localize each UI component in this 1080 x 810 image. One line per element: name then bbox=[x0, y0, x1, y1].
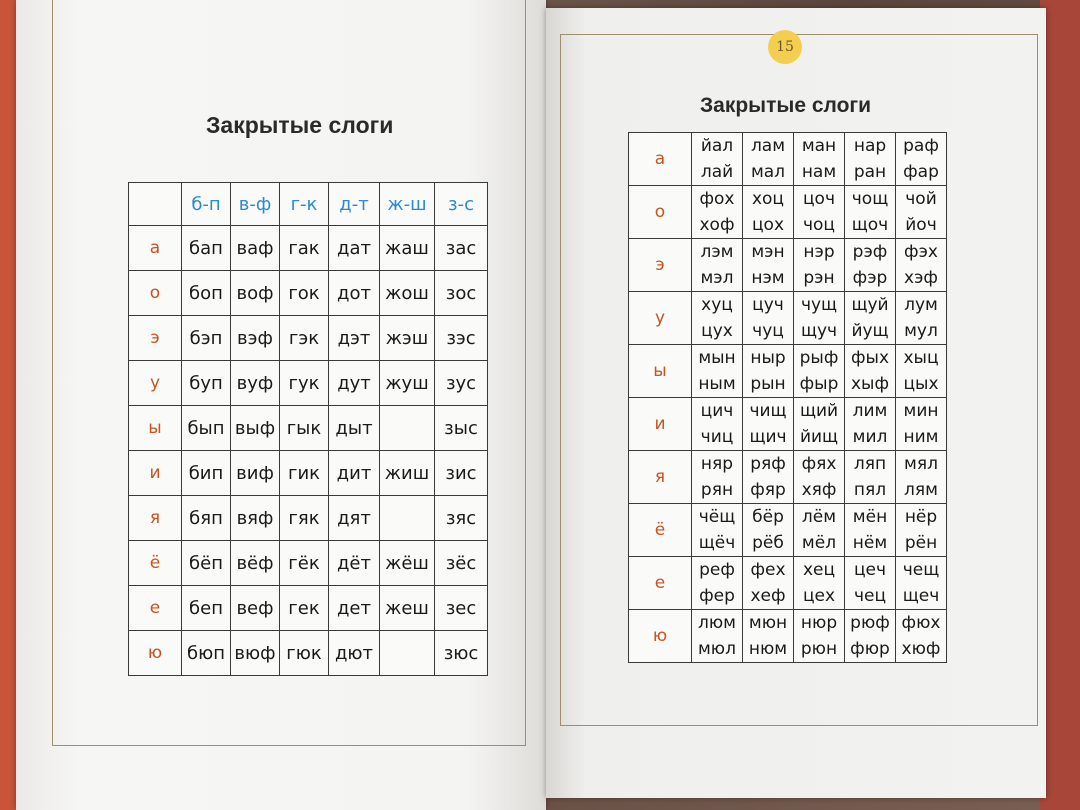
syllable-pair-cell bbox=[692, 239, 743, 292]
syllable: мал bbox=[750, 162, 786, 182]
syllable: йоч bbox=[905, 215, 937, 235]
syllable-pair-cell bbox=[896, 504, 947, 557]
vowel-cell: ё bbox=[129, 541, 182, 586]
syllable-cell: гак bbox=[280, 226, 329, 271]
vowel-cell: и bbox=[629, 398, 692, 451]
syllable-pair-cell bbox=[845, 239, 896, 292]
syllable: фяр bbox=[750, 480, 786, 500]
syllable: щоч bbox=[851, 215, 889, 235]
syllable: рэф bbox=[852, 242, 888, 262]
table-row bbox=[629, 133, 947, 186]
syllable-cell: дют bbox=[329, 631, 380, 676]
syllable: чоц bbox=[802, 215, 836, 235]
syllable-table-consonant-pairs bbox=[128, 182, 488, 676]
syllable: чец bbox=[853, 586, 887, 606]
syllable-cell: дит bbox=[329, 451, 380, 496]
syllable: няр bbox=[700, 454, 734, 474]
syllable: рыф bbox=[799, 348, 839, 368]
syllable: хоф bbox=[699, 215, 735, 235]
syllable-pair-cell bbox=[794, 610, 845, 663]
syllable: раф bbox=[903, 136, 939, 156]
syllable-pair-cell bbox=[692, 504, 743, 557]
syllable: чёщ bbox=[698, 507, 736, 527]
syllable-cell: дут bbox=[329, 361, 380, 406]
vowel-cell: я bbox=[629, 451, 692, 504]
syllable-cell: гик bbox=[280, 451, 329, 496]
syllable-pair-cell bbox=[692, 345, 743, 398]
syllable-pair-cell bbox=[794, 398, 845, 451]
syllable-cell: дет bbox=[329, 586, 380, 631]
syllable-cell: гык bbox=[280, 406, 329, 451]
syllable: ман bbox=[801, 136, 837, 156]
syllable-cell: дёт bbox=[329, 541, 380, 586]
syllable: ныр bbox=[750, 348, 786, 368]
syllable: цых bbox=[903, 374, 939, 394]
book-cover-right bbox=[1040, 0, 1080, 810]
right-page bbox=[546, 8, 1046, 798]
vowel-cell: ё bbox=[629, 504, 692, 557]
syllable: лям bbox=[904, 480, 938, 500]
syllable-cell: дат bbox=[329, 226, 380, 271]
syllable: лим bbox=[852, 401, 888, 421]
syllable: ним bbox=[903, 427, 939, 447]
syllable-pair-cell bbox=[896, 345, 947, 398]
syllable-pair-cell bbox=[743, 610, 794, 663]
syllable: чещ bbox=[902, 560, 940, 580]
syllable: рён bbox=[904, 533, 938, 553]
syllable-cell: жаш bbox=[380, 226, 435, 271]
syllable-cell: дыт bbox=[329, 406, 380, 451]
consonant-pair-header: г-к bbox=[280, 183, 329, 226]
syllable-pair-cell bbox=[692, 610, 743, 663]
left-page bbox=[16, 0, 546, 810]
syllable: лай bbox=[700, 162, 734, 182]
syllable: нэм bbox=[751, 268, 785, 288]
syllable: щёч bbox=[698, 533, 736, 553]
syllable: фох bbox=[699, 189, 735, 209]
syllable-pair-cell bbox=[896, 398, 947, 451]
syllable: мёл bbox=[801, 533, 837, 553]
table-row bbox=[629, 557, 947, 610]
syllable-cell: зас bbox=[435, 226, 488, 271]
syllable-pair-cell bbox=[896, 557, 947, 610]
syllable-cell: зус bbox=[435, 361, 488, 406]
syllable: хяф bbox=[801, 480, 837, 500]
vowel-cell: я bbox=[129, 496, 182, 541]
syllable-cell: вёф bbox=[231, 541, 280, 586]
syllable-cell: жеш bbox=[380, 586, 435, 631]
syllable-cell: жиш bbox=[380, 451, 435, 496]
syllable: хеф bbox=[750, 586, 786, 606]
syllable: фех bbox=[750, 560, 786, 580]
syllable-cell: виф bbox=[231, 451, 280, 496]
syllable: мюл bbox=[697, 639, 736, 659]
table-row bbox=[629, 451, 947, 504]
table-row bbox=[629, 186, 947, 239]
syllable: нём bbox=[852, 533, 888, 553]
syllable: пял bbox=[853, 480, 887, 500]
vowel-cell: е bbox=[129, 586, 182, 631]
consonant-pair-header: з-с bbox=[435, 183, 488, 226]
syllable: щич bbox=[749, 427, 787, 447]
syllable: ным bbox=[698, 374, 736, 394]
table-row bbox=[629, 345, 947, 398]
syllable-pair-cell bbox=[794, 451, 845, 504]
syllable-pair-cell bbox=[896, 610, 947, 663]
syllable: нюм bbox=[748, 639, 788, 659]
syllable: йищ bbox=[799, 427, 839, 447]
vowel-cell: у bbox=[629, 292, 692, 345]
syllable-pair-cell bbox=[743, 292, 794, 345]
syllable: мин bbox=[903, 401, 939, 421]
table-row bbox=[129, 226, 488, 271]
syllable-pair-cell bbox=[692, 451, 743, 504]
vowel-cell: ю bbox=[129, 631, 182, 676]
syllable: цеч bbox=[853, 560, 887, 580]
syllable-cell: гек bbox=[280, 586, 329, 631]
syllable-pair-cell bbox=[794, 186, 845, 239]
table-row bbox=[129, 316, 488, 361]
syllable: лум bbox=[904, 295, 938, 315]
syllable-pair-cell bbox=[896, 239, 947, 292]
syllable: цох bbox=[751, 215, 785, 235]
vowel-cell: а bbox=[629, 133, 692, 186]
table-row bbox=[129, 271, 488, 316]
syllable-pair-cell bbox=[845, 504, 896, 557]
table-row bbox=[129, 631, 488, 676]
syllable-cell: вуф bbox=[231, 361, 280, 406]
syllable-cell: веф bbox=[231, 586, 280, 631]
syllable: бёр bbox=[752, 507, 784, 527]
syllable-cell: гэк bbox=[280, 316, 329, 361]
syllable: цич bbox=[700, 401, 734, 421]
syllable-cell: жэш bbox=[380, 316, 435, 361]
syllable: рэн bbox=[803, 268, 835, 288]
consonant-pair-header: д-т bbox=[329, 183, 380, 226]
syllable-pair-cell bbox=[794, 345, 845, 398]
syllable-pair-cell bbox=[794, 292, 845, 345]
syllable-cell: бюп bbox=[182, 631, 231, 676]
vowel-cell: у bbox=[129, 361, 182, 406]
syllable-cell: гюк bbox=[280, 631, 329, 676]
syllable-cell: зэс bbox=[435, 316, 488, 361]
syllable-pair-cell bbox=[794, 557, 845, 610]
syllable: реф bbox=[699, 560, 735, 580]
syllable-pair-cell bbox=[896, 133, 947, 186]
vowel-cell: ы bbox=[629, 345, 692, 398]
syllable-cell: дот bbox=[329, 271, 380, 316]
page-title: Закрытые слоги bbox=[206, 112, 394, 138]
syllable-cell: гяк bbox=[280, 496, 329, 541]
syllable-pair-cell bbox=[743, 345, 794, 398]
vowel-cell: ю bbox=[629, 610, 692, 663]
syllable: рёб bbox=[752, 533, 784, 553]
vowel-cell: е bbox=[629, 557, 692, 610]
syllable-cell: бап bbox=[182, 226, 231, 271]
page-number: 15 bbox=[768, 30, 802, 64]
table-row bbox=[129, 541, 488, 586]
syllable: цуч bbox=[752, 295, 784, 315]
syllable-pair-cell bbox=[743, 133, 794, 186]
syllable-cell: гёк bbox=[280, 541, 329, 586]
syllable-cell: бёп bbox=[182, 541, 231, 586]
syllable: ляп bbox=[853, 454, 887, 474]
syllable: ряф bbox=[750, 454, 786, 474]
syllable-cell: гок bbox=[280, 271, 329, 316]
syllable: чощ bbox=[851, 189, 889, 209]
syllable-cell: вяф bbox=[231, 496, 280, 541]
syllable-pair-cell bbox=[743, 557, 794, 610]
vowel-cell: и bbox=[129, 451, 182, 496]
syllable-pair-cell bbox=[743, 398, 794, 451]
syllable-pair-cell bbox=[743, 239, 794, 292]
syllable: фэх bbox=[904, 242, 938, 262]
syllable: фюх bbox=[901, 613, 941, 633]
syllable: хыц bbox=[903, 348, 939, 368]
syllable-cell: дят bbox=[329, 496, 380, 541]
syllable-cell: зяс bbox=[435, 496, 488, 541]
syllable: мул bbox=[904, 321, 938, 341]
syllable-pair-cell bbox=[845, 186, 896, 239]
table-row bbox=[129, 586, 488, 631]
syllable-cell: зис bbox=[435, 451, 488, 496]
syllable-pair-cell bbox=[743, 504, 794, 557]
syllable: фюр bbox=[850, 639, 890, 659]
syllable: хоц bbox=[751, 189, 785, 209]
vowel-cell: а bbox=[129, 226, 182, 271]
syllable-pair-cell bbox=[845, 398, 896, 451]
syllable-pair-cell bbox=[692, 557, 743, 610]
syllable-pair-cell bbox=[896, 186, 947, 239]
syllable-cell: беп bbox=[182, 586, 231, 631]
syllable-cell: бып bbox=[182, 406, 231, 451]
syllable: цоч bbox=[802, 189, 836, 209]
syllable: фыр bbox=[799, 374, 839, 394]
syllable-cell: зюс bbox=[435, 631, 488, 676]
syllable: хец bbox=[802, 560, 836, 580]
syllable: лём bbox=[801, 507, 837, 527]
syllable-pair-cell bbox=[845, 133, 896, 186]
syllable: нар bbox=[853, 136, 887, 156]
syllable-cell: боп bbox=[182, 271, 231, 316]
consonant-pair-header: в-ф bbox=[231, 183, 280, 226]
syllable: щуй bbox=[851, 295, 889, 315]
syllable-pair-cell bbox=[896, 292, 947, 345]
syllable-cell bbox=[380, 406, 435, 451]
table-row bbox=[629, 239, 947, 292]
syllable: мял bbox=[904, 454, 938, 474]
header-row bbox=[129, 183, 488, 226]
syllable-cell: зёс bbox=[435, 541, 488, 586]
syllable: мён bbox=[852, 507, 888, 527]
syllable: лам bbox=[750, 136, 786, 156]
syllable-pair-cell bbox=[794, 239, 845, 292]
syllable-cell: вэф bbox=[231, 316, 280, 361]
syllable: чуц bbox=[752, 321, 784, 341]
syllable-pair-cell bbox=[692, 398, 743, 451]
syllable-cell: гук bbox=[280, 361, 329, 406]
vowel-cell: э bbox=[129, 316, 182, 361]
syllable-cell: бэп bbox=[182, 316, 231, 361]
syllable: мэн bbox=[751, 242, 785, 262]
syllable: мил bbox=[852, 427, 888, 447]
table-row bbox=[129, 406, 488, 451]
syllable-cell bbox=[380, 631, 435, 676]
syllable: чущ bbox=[800, 295, 838, 315]
syllable: рян bbox=[700, 480, 734, 500]
syllable: фых bbox=[850, 348, 890, 368]
syllable: нюр bbox=[800, 613, 838, 633]
syllable: рюф bbox=[850, 613, 890, 633]
syllable-cell: жош bbox=[380, 271, 435, 316]
syllable: фэр bbox=[852, 268, 888, 288]
syllable-cell: ваф bbox=[231, 226, 280, 271]
syllable-cell: зос bbox=[435, 271, 488, 316]
syllable: мэл bbox=[700, 268, 734, 288]
syllable-cell: бип bbox=[182, 451, 231, 496]
syllable-pair-cell bbox=[845, 610, 896, 663]
syllable-pair-cell bbox=[845, 557, 896, 610]
syllable-cell: воф bbox=[231, 271, 280, 316]
syllable: мын bbox=[698, 348, 736, 368]
vowel-cell: о bbox=[629, 186, 692, 239]
table-row bbox=[129, 496, 488, 541]
syllable: нёр bbox=[904, 507, 938, 527]
syllable: мюн bbox=[748, 613, 788, 633]
syllable-pair-cell bbox=[743, 186, 794, 239]
vowel-cell: э bbox=[629, 239, 692, 292]
syllable: рюн bbox=[800, 639, 838, 659]
syllable-pair-cell bbox=[896, 451, 947, 504]
vowel-cell: о bbox=[129, 271, 182, 316]
syllable-pair-cell bbox=[743, 451, 794, 504]
table-row bbox=[629, 504, 947, 557]
table-row bbox=[629, 398, 947, 451]
syllable-cell: буп bbox=[182, 361, 231, 406]
syllable-cell: зыс bbox=[435, 406, 488, 451]
table-row bbox=[629, 292, 947, 345]
syllable: хэф bbox=[904, 268, 938, 288]
table-row bbox=[129, 361, 488, 406]
syllable-pair-cell bbox=[692, 292, 743, 345]
syllable: люм bbox=[697, 613, 736, 633]
syllable: нэр bbox=[803, 242, 835, 262]
syllable: хюф bbox=[901, 639, 941, 659]
syllable: фях bbox=[801, 454, 837, 474]
page-title: Закрытые слоги bbox=[700, 94, 872, 117]
syllable-pair-cell bbox=[845, 345, 896, 398]
syllable: цух bbox=[701, 321, 733, 341]
syllable-pair-cell bbox=[845, 451, 896, 504]
syllable: щеч bbox=[902, 586, 940, 606]
syllable: щуч bbox=[800, 321, 838, 341]
syllable-cell: выф bbox=[231, 406, 280, 451]
syllable: йущ bbox=[851, 321, 889, 341]
syllable-cell: бяп bbox=[182, 496, 231, 541]
syllable: чищ bbox=[749, 401, 787, 421]
syllable: чой bbox=[905, 189, 937, 209]
syllable-pair-cell bbox=[845, 292, 896, 345]
syllable-pair-cell bbox=[794, 504, 845, 557]
syllable-cell: зес bbox=[435, 586, 488, 631]
syllable-cell: дэт bbox=[329, 316, 380, 361]
syllable: фер bbox=[699, 586, 735, 606]
syllable-pair-cell bbox=[692, 186, 743, 239]
syllable-pair-cell bbox=[692, 133, 743, 186]
syllable: фар bbox=[903, 162, 939, 182]
consonant-pair-header: ж-ш bbox=[380, 183, 435, 226]
syllable: лэм bbox=[700, 242, 734, 262]
syllable: нам bbox=[801, 162, 837, 182]
syllable: хуц bbox=[701, 295, 733, 315]
syllable: рын bbox=[750, 374, 786, 394]
syllable-cell bbox=[380, 496, 435, 541]
syllable-table-vowels bbox=[628, 132, 947, 663]
table-row bbox=[629, 610, 947, 663]
syllable: щий bbox=[799, 401, 839, 421]
syllable-pair-cell bbox=[794, 133, 845, 186]
syllable-cell: жуш bbox=[380, 361, 435, 406]
vowel-cell: ы bbox=[129, 406, 182, 451]
consonant-pair-header: б-п bbox=[182, 183, 231, 226]
syllable-cell: вюф bbox=[231, 631, 280, 676]
syllable: ран bbox=[853, 162, 887, 182]
table-row bbox=[129, 451, 488, 496]
syllable: хыф bbox=[850, 374, 890, 394]
syllable: чиц bbox=[700, 427, 734, 447]
syllable: цех bbox=[802, 586, 836, 606]
corner-cell bbox=[129, 183, 182, 226]
syllable-cell: жёш bbox=[380, 541, 435, 586]
syllable: йал bbox=[700, 136, 734, 156]
